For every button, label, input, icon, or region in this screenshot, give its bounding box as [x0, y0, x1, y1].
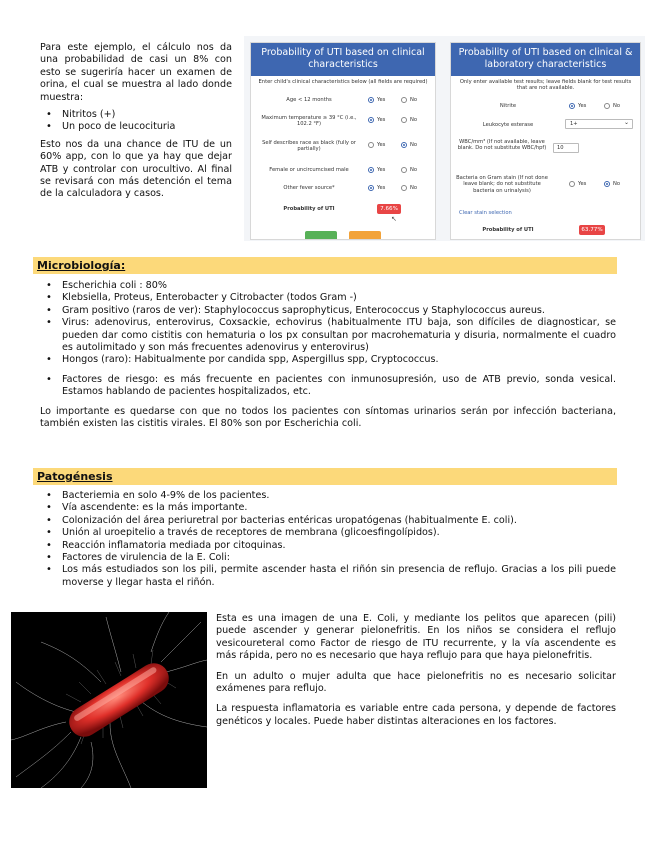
- ecoli-image: [11, 612, 207, 788]
- intro-block: [40, 42, 232, 201]
- ecoli-illustration: [11, 612, 207, 788]
- result-row: [451, 225, 640, 237]
- list-item: • Nitritos (+): [40, 109, 232, 121]
- section-heading: Microbiología:: [37, 259, 126, 272]
- list-item: • Unión al uroepitelio a través de receptores de membrana (glicoesfingolípidos).: [40, 527, 616, 539]
- microbiologia-bullets: [40, 280, 616, 399]
- yes-label: Yes: [377, 142, 386, 148]
- panel-title: Probability of UTI based on clinical characteristics: [251, 43, 435, 76]
- list-item: • Factores de virulencia de la E. Coli:: [40, 552, 616, 564]
- image-paragraph: La respuesta inflamatoria es variable entre cada persona, y depende de factores genéticos y locales. Puede haber distintas alteraciones en los factores.: [216, 703, 616, 727]
- no-radio[interactable]: [401, 142, 407, 148]
- no-radio[interactable]: [401, 117, 407, 123]
- yes-label: Yes: [578, 181, 587, 187]
- question-label: Self describes race as black (fully or partially): [262, 140, 356, 153]
- image-paragraph: En un adulto o mujer adulta que hace pielonefritis no es necesario solicitar exámenes para reflujo.: [216, 670, 616, 695]
- no-radio[interactable]: [604, 181, 610, 187]
- no-label: No: [410, 167, 418, 173]
- question-label: Maximum temperature ≥ 39 °C (i.e., 102.2 °F): [261, 115, 357, 128]
- question-label: Bacteria on Gram stain (If not done leave blank; do not substitute bacteria on urinalysis): [456, 175, 548, 194]
- no-label: No: [410, 117, 418, 123]
- gram-row: [451, 175, 640, 203]
- chevron-down-icon: ⌄: [623, 119, 629, 126]
- yes-label: Yes: [377, 185, 386, 191]
- list-item: • Los más estudiados son los pili, permite ascender hasta el riñón sin presencia de reflujo. Gracias a los pili puede moverse y llegar hasta el riñón.: [40, 564, 616, 589]
- yes-label: Yes: [377, 97, 386, 103]
- list-item: • Reacción inflamatoria mediada por citoquinas.: [40, 540, 616, 552]
- no-label: No: [410, 142, 418, 148]
- list-item: • Hongos (raro): Habitualmente por candida spp, Aspergillus spp, Cryptococcus.: [40, 354, 616, 366]
- panel-subtitle: Only enter available test results; leave fields blank for test results that are not available.: [459, 79, 632, 92]
- question-label: Other fever source*: [283, 185, 335, 191]
- no-radio[interactable]: [401, 185, 407, 191]
- section-heading: Patogénesis: [37, 470, 113, 483]
- microbiologia-section: [40, 280, 616, 430]
- yes-radio[interactable]: [368, 97, 374, 103]
- question-label: Leukocyte esterase: [482, 122, 534, 128]
- wbc-input[interactable]: [553, 143, 579, 153]
- result-label: Probability of UTI: [283, 206, 335, 212]
- nitrite-row: [451, 101, 640, 111]
- question-row: [251, 165, 435, 177]
- image-description: [216, 613, 616, 728]
- yes-label: Yes: [377, 167, 386, 173]
- list-item: • Klebsiella, Proteus, Enterobacter y Citrobacter (todos Gram -): [40, 292, 616, 304]
- question-label: Nitrite: [499, 103, 517, 109]
- no-label: No: [410, 97, 418, 103]
- yes-label: Yes: [377, 117, 386, 123]
- result-badge: 63.77%: [579, 225, 605, 235]
- lab-calculator-panel: [450, 42, 641, 240]
- list-item: • Gram positivo (raros de ver): Staphylococcus saprophyticus, Enterococcus y Staphylococcus aureus.: [40, 305, 616, 317]
- yes-label: Yes: [578, 103, 587, 109]
- yes-radio[interactable]: [368, 167, 374, 173]
- no-radio[interactable]: [401, 97, 407, 103]
- question-label: Age < 12 months: [286, 97, 332, 103]
- intro-bullets: [40, 109, 232, 134]
- calculate-button[interactable]: [305, 231, 337, 240]
- yes-radio[interactable]: [368, 185, 374, 191]
- list-item: • Un poco de leucocituria: [40, 121, 232, 133]
- question-row: [251, 114, 435, 130]
- no-label: No: [613, 103, 621, 109]
- leukocyte-select[interactable]: [565, 119, 633, 129]
- leukocyte-row: [451, 119, 640, 131]
- list-item: • Colonización del área periuretral por bacterias entéricas uropatógenas (habitualmente E. coli).: [40, 515, 616, 527]
- image-paragraph: Esta es una imagen de una E. Coli, y mediante los pelitos que aparecen (pili) puede ascender y generar pielonefritis. En los niños se considera el reflujo vesicoureteral como Factor de riesgo de ITU recurrente, y la vía ascendente es más rápida, pero no es necesario que haya reflujo para que haya pielonefritis.: [216, 613, 616, 662]
- section-heading-bar: [33, 257, 617, 274]
- question-label: WBC/mm³ (If not available, leave blank. Do not substitute WBC/hpf): [457, 139, 547, 152]
- list-item: • Bacteriemia en solo 4-9% de los pacientes.: [40, 490, 616, 502]
- result-label: Probability of UTI: [482, 227, 534, 233]
- panel-title: Probability of UTI based on clinical & laboratory characteristics: [451, 43, 640, 76]
- question-row: [251, 139, 435, 155]
- question-row: [251, 95, 435, 107]
- intro-paragraph-2: Esto nos da una chance de ITU de un 60% app, con lo que ya hay que dejar ATB y controlar con urocultivo. Al final se revisará con más detención el tema de la calculadora y casos.: [40, 138, 232, 200]
- panel-subtitle: Enter child's clinical characteristics below (all fields are required): [258, 79, 428, 85]
- patogenesis-bullets: [40, 490, 616, 589]
- list-item: • Escherichia coli : 80%: [40, 280, 616, 292]
- section-heading-bar: [33, 468, 617, 485]
- wbc-value: 10: [557, 145, 564, 151]
- result-badge: 7.66%: [377, 204, 401, 214]
- question-label: Female or uncircumcised male: [269, 167, 349, 173]
- list-item: • Virus: adenovirus, enterovirus, Coxsackie, echovirus (habitualmente ITU baja, son difíciles de diagnosticar, se pueden dar como cistitis con hematuria o los px consultan por macrohematuria y disuria, normalmente el cuadro es autolimitado y son más frecuentes adenovirus y enterovirus): [40, 317, 616, 354]
- yes-radio[interactable]: [569, 103, 575, 109]
- list-item: • Vía ascendente: es la más importante.: [40, 502, 616, 514]
- reset-button[interactable]: [349, 231, 381, 240]
- clinical-calculator-panel: [250, 42, 436, 240]
- yes-radio[interactable]: [368, 142, 374, 148]
- no-label: No: [410, 185, 418, 191]
- result-row: [251, 203, 435, 223]
- question-row: [251, 183, 435, 195]
- leukocyte-value: 1+: [570, 121, 578, 127]
- no-label: No: [613, 181, 621, 187]
- microbiologia-summary: Lo importante es quedarse con que no todos los pacientes con síntomas urinarios serán por infección bacteriana, también existen las cistitis virales. El 80% son por Escherichia coli.: [40, 405, 616, 430]
- clear-stain-link[interactable]: Clear stain selection: [459, 210, 512, 216]
- no-radio[interactable]: [401, 167, 407, 173]
- patogenesis-section: [40, 490, 616, 589]
- wbc-row: [451, 139, 640, 159]
- no-radio[interactable]: [604, 103, 610, 109]
- yes-radio[interactable]: [569, 181, 575, 187]
- yes-radio[interactable]: [368, 117, 374, 123]
- list-item: • Factores de riesgo: es más frecuente en pacientes con inmunosupresión, uso de ATB previo, sonda vesical. Estamos hablando de pacientes hospitalizados, etc.: [40, 374, 616, 399]
- intro-paragraph: Para este ejemplo, el cálculo nos da una probabilidad de casi un 8% con esto se sugeriría hacer un examen de orina, el cual se muestra al lado donde muestra:: [40, 42, 232, 103]
- cursor-icon: ↖: [391, 215, 397, 223]
